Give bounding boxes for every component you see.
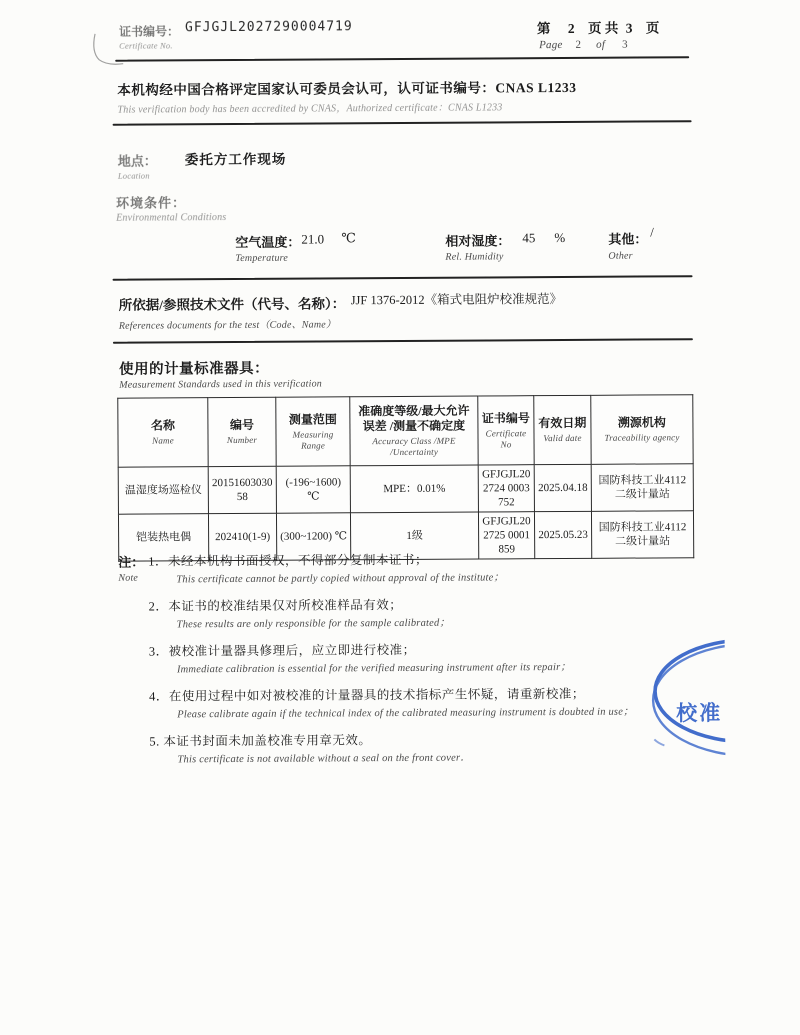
page-en-num: 2 — [575, 38, 582, 51]
note-en: These results are only responsible for the sample calibrated； — [176, 617, 451, 631]
notes-label-zh: 注： — [118, 554, 145, 570]
location-label-zh: 地点： — [117, 153, 157, 169]
col-agency-zh: 溯源机构 — [617, 415, 666, 430]
col-accuracy-zh: 准确度等级/最大允许误差 /测量不确定度 — [358, 403, 470, 434]
accreditation-zh: 本机构经中国合格评定国家认可委员会认可，认可证书编号：CNAS L1233 — [117, 79, 577, 98]
col-validdate-zh: 有效日期 — [538, 415, 587, 431]
references-label-zh: 所依据/参照技术文件（代号、名称）： — [118, 296, 346, 313]
note-zh: 1．未经本机构书面授权，不得部分复制本证书； — [148, 552, 429, 569]
references-value: JJF 1376-2012《箱式电阻炉校准规范》 — [350, 292, 563, 308]
cell-range-1: (-196~1600) ℃ — [276, 466, 350, 513]
col-certno-en: Certificate No — [485, 427, 527, 449]
col-name-en: Name — [152, 435, 174, 446]
cell-accuracy-2: 1级 — [350, 512, 478, 560]
references-label-en: References documents for the test（Code、Name） — [118, 319, 337, 332]
col-number-en: Number — [226, 434, 258, 446]
col-header-certno — [478, 396, 534, 465]
cell-agency-2: 国防科技工业4112二级计量站 — [591, 511, 693, 559]
page-en-mid: of — [596, 38, 606, 51]
humidity-value: 45 — [522, 230, 536, 246]
cell-validdate-2: 2025.05.23 — [534, 511, 591, 558]
page-number-zh — [537, 16, 659, 37]
note-item-5 — [149, 728, 704, 768]
col-header-number — [208, 397, 276, 466]
note-en: This certificate is not available without a seal on the front cover． — [177, 752, 471, 766]
humidity-unit: % — [554, 229, 566, 246]
col-range-en: Measuring Range — [292, 428, 334, 451]
page-zh-pre: 第 — [536, 21, 551, 37]
accreditation-en: This verification body has been accredited by CNAS，Authorized certificate：CNAS L1233 — [117, 102, 503, 116]
note-item-1 — [148, 548, 703, 588]
cell-validdate-1: 2025.04.18 — [534, 464, 591, 511]
col-header-agency — [591, 395, 693, 465]
table-header-row — [118, 395, 693, 468]
page-en-total: 3 — [622, 38, 628, 51]
col-certno-zh: 证书编号 — [481, 410, 530, 425]
page-number-en — [539, 39, 628, 52]
note-zh: 4．在使用过程中如对被校准的计量器具的技术指标产生怀疑，请重新校准； — [149, 686, 585, 704]
notes-label-en: Note — [118, 572, 139, 584]
page-zh-post: 页 — [645, 20, 660, 36]
cell-certno-1: GFJGJL202724 0003752 — [478, 465, 534, 512]
cell-accuracy-1: MPE：0.01% — [350, 465, 478, 513]
col-validdate-en: Valid date — [543, 432, 582, 444]
humidity-label-en: Rel. Humidity — [445, 251, 504, 263]
cell-number-1: 2015160303058 — [208, 466, 276, 513]
note-item-2 — [148, 593, 703, 633]
cert-no-value: GFJGJL2027290004719 — [184, 19, 353, 36]
scan-artifact-curve — [89, 30, 129, 70]
temperature-unit: ℃ — [341, 230, 356, 246]
standards-title-zh: 使用的计量标准器具： — [119, 360, 270, 378]
col-number-zh: 编号 — [229, 417, 254, 433]
col-range-zh: 测量范围 — [288, 411, 337, 427]
standards-table — [117, 394, 694, 562]
note-zh: 5. 本证书封面未加盖校准专用章无效。 — [149, 733, 372, 749]
col-header-validdate — [534, 395, 591, 464]
environment-label-zh: 环境条件： — [116, 195, 187, 211]
cert-no-label-en: Certificate No. — [119, 40, 173, 51]
col-accuracy-en: Accuracy Class /MPE /Uncertainty — [372, 435, 456, 458]
environment-label-en: Environmental Conditions — [116, 212, 227, 224]
calibration-stamp — [646, 636, 726, 760]
page-zh-total: 3 — [625, 20, 633, 36]
note-item-4 — [149, 683, 704, 723]
cell-name-1: 温湿度场巡检仪 — [118, 467, 208, 515]
col-name-zh: 名称 — [150, 418, 175, 433]
header-divider — [115, 56, 689, 62]
other-value: / — [650, 224, 654, 240]
other-label-en: Other — [608, 250, 633, 262]
cell-name-2: 铠装热电偶 — [118, 514, 208, 562]
stamp-center-text: 校准 — [676, 701, 723, 726]
cell-number-2: 202410(1-9) — [208, 513, 276, 560]
conditions-divider — [113, 275, 693, 280]
page-zh-num: 2 — [567, 20, 575, 36]
cell-range-2: (300~1200) ℃ — [276, 513, 350, 560]
cell-certno-2: GFJGJL202725 0001859 — [478, 512, 534, 559]
col-header-accuracy — [350, 396, 478, 466]
humidity-label-zh: 相对湿度： — [445, 233, 511, 249]
location-label-en: Location — [117, 170, 150, 181]
other-label-zh: 其他： — [608, 231, 648, 247]
location-value: 委托方工作现场 — [184, 151, 287, 168]
temperature-label-en: Temperature — [235, 252, 289, 265]
col-header-name — [118, 398, 208, 468]
references-divider — [113, 338, 693, 343]
note-en: Immediate calibration is essential for the verified measuring instrument after its repair； — [176, 661, 572, 676]
temperature-value: 21.0 — [301, 231, 325, 247]
standards-table-wrap — [117, 394, 694, 562]
page-zh-mid: 页 共 — [587, 20, 619, 36]
note-item-3 — [149, 638, 704, 678]
col-agency-en: Traceability agency — [604, 432, 680, 443]
cell-agency-1: 国防科技工业4112二级计量站 — [591, 464, 693, 512]
table-row — [118, 464, 693, 515]
temperature-label-zh: 空气温度： — [235, 234, 301, 251]
note-zh: 2．本证书的校准结果仅对所校准样品有效； — [148, 597, 403, 614]
accreditation-divider — [113, 120, 692, 125]
standards-title-en: Measurement Standards used in this verification — [119, 378, 323, 391]
notes-section — [118, 548, 704, 777]
stamp-graphic — [646, 636, 726, 760]
cert-no-label-zh: 证书编号： — [118, 24, 180, 39]
note-zh: 3．被校准计量器具修理后，应立即进行校准； — [148, 642, 416, 659]
note-en: This certificate cannot be partly copied without approval of the institute； — [176, 572, 505, 586]
note-en: Please calibrate again if the technical index of the calibrated measuring instrument is doubted in use； — [177, 706, 634, 721]
page-en-pre: Page — [539, 38, 563, 52]
col-header-range — [276, 397, 350, 466]
